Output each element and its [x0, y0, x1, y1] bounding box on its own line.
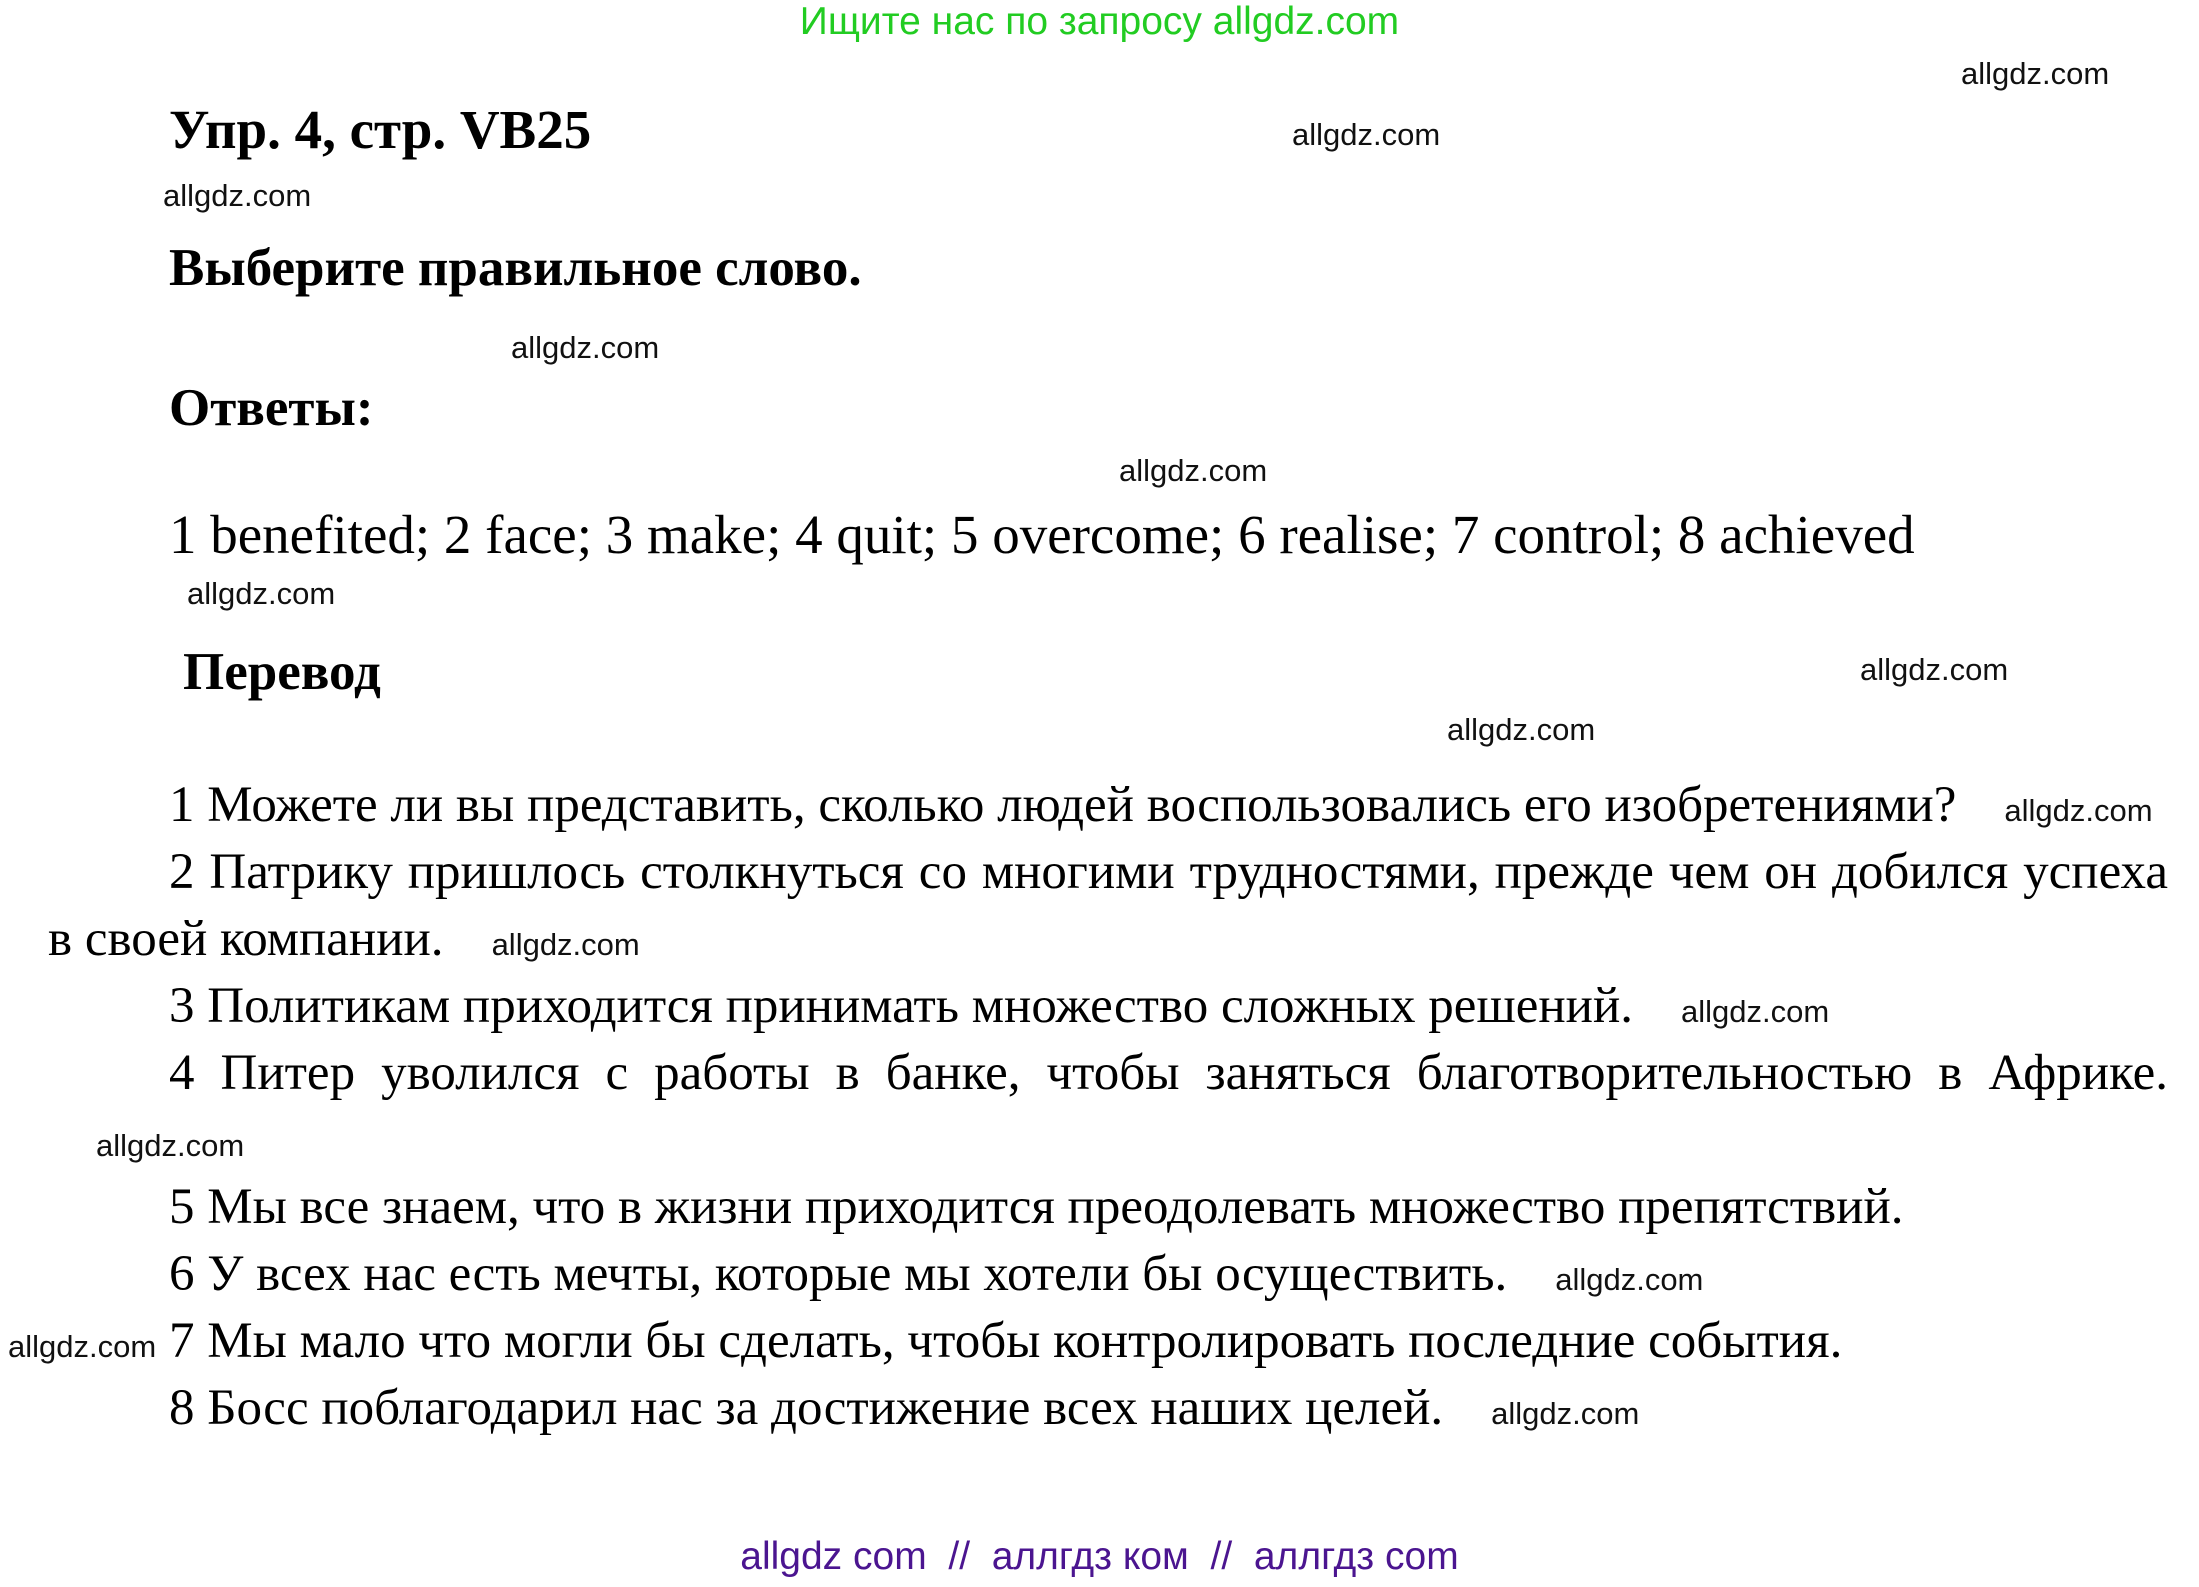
translation-text: 8 Босс поблагодарил нас за достижение всех наших целей.: [169, 1380, 1444, 1436]
translation-list: [8, 772, 2168, 1442]
watermark: allgdz.com: [163, 178, 312, 213]
watermark: allgdz.com: [1961, 56, 2110, 91]
translation-text: 5 Мы все знаем, что в жизни приходится преодолевать множество препятствий.: [169, 1179, 1904, 1235]
watermark: allgdz.com: [1860, 652, 2009, 687]
watermark: allgdz.com: [2004, 793, 2153, 828]
translation-text: 3 Политикам приходится принимать множество сложных решений.: [169, 978, 1633, 1034]
translation-item: [8, 1308, 2168, 1375]
top-banner: Ищите нас по запросу allgdz.com: [799, 0, 1400, 43]
watermark: allgdz.com: [1119, 453, 1268, 488]
watermark: allgdz.com: [1680, 994, 1830, 1029]
watermark: allgdz.com: [1292, 117, 1441, 152]
task-instruction: Выберите правильное слово.: [169, 239, 862, 297]
translation-text: 6 У всех нас есть мечты, которые мы хотели бы осуществить.: [169, 1246, 1508, 1302]
translation-heading: Перевод: [183, 643, 381, 701]
watermark: allgdz.com: [1555, 1262, 1704, 1297]
translation-text: 7 Мы мало что могли бы сделать, чтобы контролировать последние события.: [169, 1313, 1843, 1369]
translation-text: 1 Можете ли вы представить, сколько людей воспользовались его изобретениями?: [169, 777, 1957, 833]
watermark: allgdz.com: [187, 576, 336, 611]
bottom-banner: allgdz com // аллгдз ком // аллгдз com: [740, 1535, 1459, 1578]
watermark: allgdz.com: [8, 1329, 157, 1364]
translation-item: [48, 1241, 2168, 1308]
watermark: allgdz.com: [1447, 712, 1596, 747]
translation-item: [48, 973, 2168, 1040]
translation-item: [48, 772, 2168, 839]
watermark: allgdz.com: [1491, 1396, 1640, 1431]
watermark: allgdz.com: [491, 927, 640, 962]
watermark: allgdz.com: [96, 1128, 245, 1163]
watermark: allgdz.com: [511, 330, 660, 365]
answers-heading: Ответы:: [169, 379, 374, 437]
translation-item: [48, 839, 2168, 973]
translation-text: 2 Патрику пришлось столкнуться со многими трудностями, прежде чем он добился успеха в своей компании.: [48, 844, 2168, 967]
answers-text: 1 benefited; 2 face; 3 make; 4 quit; 5 overcome; 6 realise; 7 control; 8 achieved: [169, 504, 1915, 565]
page-title: Упр. 4, стр. VB25: [169, 99, 592, 160]
translation-item: [48, 1040, 2168, 1174]
translation-item: [48, 1375, 2168, 1442]
translation-item: [48, 1174, 2168, 1241]
translation-text: 4 Питер уволился с работы в банке, чтобы заняться благотворительностью в Африке.: [169, 1045, 2168, 1101]
